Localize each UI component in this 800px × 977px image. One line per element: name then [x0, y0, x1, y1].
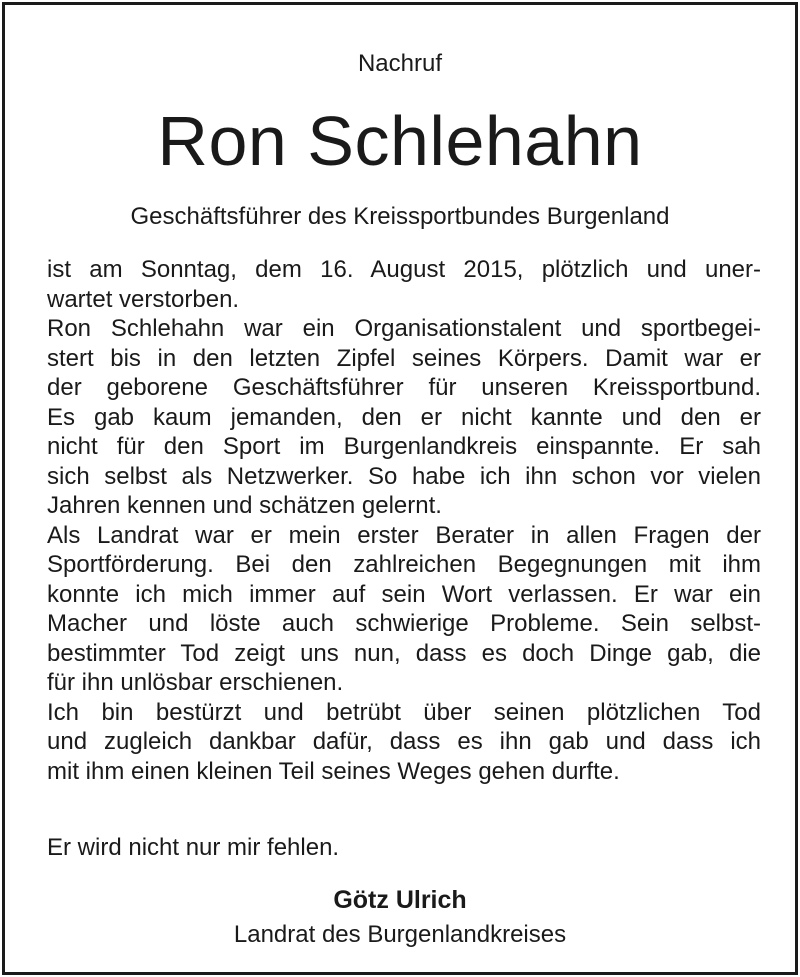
body-line: Ich bin bestürzt und betrübt über seinen plötzlichen Tod	[47, 698, 761, 726]
signer-title: Landrat des Burgenlandkreises	[233, 921, 567, 948]
body-line: Sportförderung. Bei den zahlreichen Begegnungen mit ihm	[47, 551, 761, 578]
body-line: sich selbst als Netzwerker. So habe ich ihn schon vor vielen	[47, 462, 761, 490]
body-line: Ron Schlehahn war ein Organisationstalent und sportbegei-	[47, 315, 761, 342]
body-line: und zugleich dankbar dafür, dass es ihn gab und dass ich	[47, 728, 761, 755]
body-line: für ihn unlösbar erschienen.	[47, 669, 344, 696]
body-line: stert bis in den letzten Zipfel seines Körpers. Damit war er	[47, 344, 761, 372]
signer-name: Götz Ulrich	[333, 886, 467, 914]
body-line: Jahren kennen und schätzen gelernt.	[47, 492, 442, 519]
body-line: bestimmter Tod zeigt uns nun, dass es doch Dinge gab, die	[47, 639, 761, 667]
obituary-body	[47, 255, 761, 786]
closing-line: Er wird nicht nur mir fehlen.	[47, 834, 340, 861]
deceased-role: Geschäftsführer des Kreissportbundes Burgenland	[130, 203, 670, 230]
body-line: Als Landrat war er mein erster Berater in allen Fragen der	[47, 521, 761, 549]
obituary-frame	[2, 2, 798, 975]
body-line: nicht für den Sport im Burgenlandkreis einspannte. Er sah	[47, 433, 761, 460]
body-line: Macher und löste auch schwierige Probleme. Sein selbst-	[47, 610, 761, 637]
body-line: Es gab kaum jemanden, den er nicht kannte und den er	[47, 403, 761, 431]
deceased-name: Ron Schlehahn	[157, 102, 643, 180]
body-line: ist am Sonntag, dem 16. August 2015, plötzlich und uner-	[47, 256, 761, 283]
body-line: konnte ich mich immer auf sein Wort verlassen. Er war ein	[47, 580, 761, 608]
body-line: der geborene Geschäftsführer für unseren Kreissportbund.	[47, 374, 761, 401]
body-line: mit ihm einen kleinen Teil seines Weges gehen durfte.	[47, 757, 620, 785]
body-line: wartet verstorben.	[47, 285, 240, 313]
obituary-kicker: Nachruf	[357, 50, 443, 77]
